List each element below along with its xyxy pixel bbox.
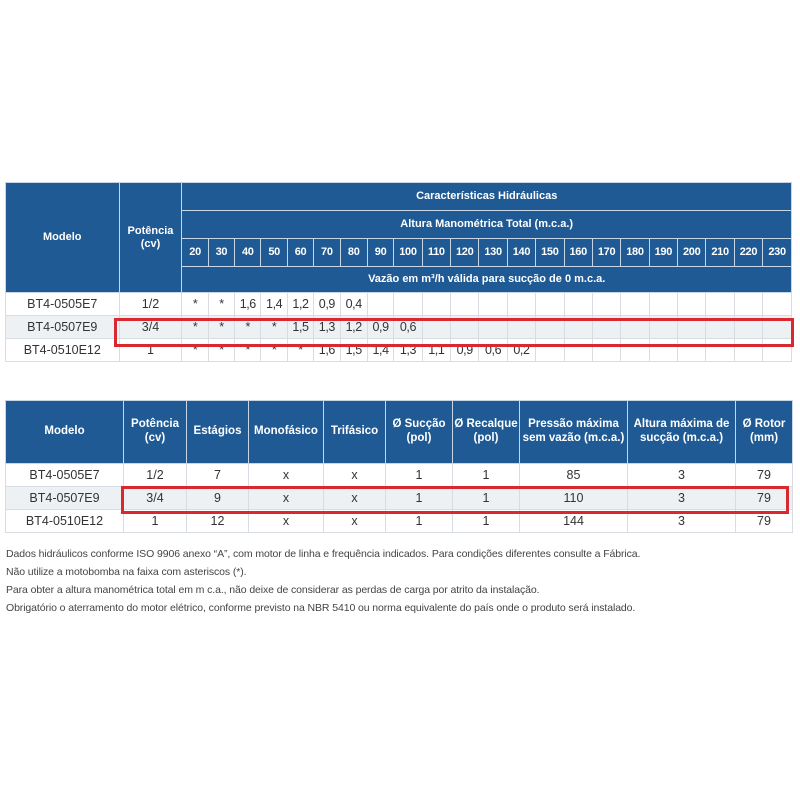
flow-value-cell: 1,4 (367, 339, 393, 362)
flow-value-cell: 0,6 (394, 316, 422, 339)
suction-height-cell: 3 (628, 510, 736, 533)
flow-value-cell: * (182, 316, 208, 339)
flow-value-cell (536, 339, 564, 362)
flow-value-cell (621, 293, 649, 316)
flow-value-cell: * (208, 339, 234, 362)
flow-value-cell: * (208, 316, 234, 339)
flow-value-cell (479, 293, 507, 316)
model-cell: BT4-0510E12 (6, 510, 124, 533)
flow-value-cell: 0,6 (479, 339, 507, 362)
flow-value-cell: 1,5 (287, 316, 313, 339)
tri-cell: x (324, 510, 386, 533)
flow-value-cell (734, 339, 762, 362)
flow-value-cell: 1,2 (287, 293, 313, 316)
flow-value-cell: 0,9 (367, 316, 393, 339)
height-col-header: 140 (507, 239, 535, 267)
flow-value-cell: 0,2 (507, 339, 535, 362)
model-cell: BT4-0505E7 (6, 293, 120, 316)
table-row (6, 293, 792, 316)
flow-value-cell: 1,6 (235, 293, 261, 316)
height-col-header: 110 (422, 239, 450, 267)
tri-cell: x (324, 464, 386, 487)
header-pressao-maxima: Pressão máxima sem vazão (m.c.a.) (520, 401, 628, 464)
header-potencia: Potência (cv) (119, 183, 182, 293)
height-col-header: 50 (261, 239, 287, 267)
flow-value-cell (763, 339, 792, 362)
flow-value-cell (422, 293, 450, 316)
flow-value-cell (592, 339, 620, 362)
height-col-header: 170 (592, 239, 620, 267)
flow-value-cell (734, 316, 762, 339)
height-col-header: 100 (394, 239, 422, 267)
power-cell: 1 (119, 339, 182, 362)
flow-value-cell: 1,1 (422, 339, 450, 362)
flow-value-cell (564, 339, 592, 362)
height-col-header: 30 (208, 239, 234, 267)
flow-value-cell (422, 316, 450, 339)
height-col-header: 80 (340, 239, 367, 267)
header-modelo: Modelo (6, 183, 120, 293)
flow-value-cell: 1,3 (314, 316, 340, 339)
flow-value-cell (649, 293, 677, 316)
header-recalque: Ø Recalque (pol) (453, 401, 520, 464)
flow-value-cell (367, 293, 393, 316)
power-cell: 3/4 (124, 487, 187, 510)
discharge-cell: 1 (453, 464, 520, 487)
flow-value-cell: 1,4 (261, 293, 287, 316)
flow-value-cell: * (182, 339, 208, 362)
flow-value-cell (706, 316, 734, 339)
height-col-header: 70 (314, 239, 340, 267)
footnotes (6, 545, 796, 617)
suction-height-cell: 3 (628, 487, 736, 510)
height-col-header: 130 (479, 239, 507, 267)
flow-value-cell (734, 293, 762, 316)
table-row (6, 464, 793, 487)
flow-value-cell (763, 293, 792, 316)
flow-value-cell: * (261, 339, 287, 362)
flow-value-cell: 0,9 (314, 293, 340, 316)
height-col-header: 120 (451, 239, 479, 267)
note-iso: Dados hidráulicos conforme ISO 9906 anexo “A”, com motor de linha e frequência indicados. Para condições diferentes consulte a Fábrica. (6, 548, 641, 560)
header-vazao: Vazão em m³/h válida para sucção de 0 m.c.a. (182, 267, 792, 293)
flow-value-cell (394, 293, 422, 316)
height-col-header: 90 (367, 239, 393, 267)
flow-value-cell (451, 293, 479, 316)
flow-value-cell: * (235, 339, 261, 362)
header-potencia: Potência (cv) (124, 401, 187, 464)
flow-value-cell: 1,5 (340, 339, 367, 362)
height-col-header: 220 (734, 239, 762, 267)
stages-cell: 7 (187, 464, 249, 487)
suction-height-cell: 3 (628, 464, 736, 487)
height-col-header: 60 (287, 239, 313, 267)
table-row (6, 487, 793, 510)
flow-value-cell (507, 316, 535, 339)
header-succao: Ø Sucção (pol) (386, 401, 453, 464)
height-col-header: 180 (621, 239, 649, 267)
flow-value-cell: 0,9 (451, 339, 479, 362)
flow-value-cell (621, 339, 649, 362)
flow-value-cell: 1,3 (394, 339, 422, 362)
flow-value-cell (621, 316, 649, 339)
flow-value-cell (678, 339, 706, 362)
flow-value-cell (592, 293, 620, 316)
discharge-cell: 1 (453, 510, 520, 533)
tri-cell: x (324, 487, 386, 510)
pressure-cell: 110 (520, 487, 628, 510)
flow-value-cell (649, 316, 677, 339)
flow-value-cell (564, 293, 592, 316)
mono-cell: x (249, 510, 324, 533)
flow-value-cell (678, 293, 706, 316)
hydraulic-characteristics-table (5, 182, 792, 362)
pressure-cell: 85 (520, 464, 628, 487)
stages-cell: 12 (187, 510, 249, 533)
table-row (6, 339, 792, 362)
header-altura-maxima-succao: Altura máxima de sucção (m.c.a.) (628, 401, 736, 464)
header-altura-manometrica: Altura Manométrica Total (m.c.a.) (182, 211, 792, 239)
flow-value-cell (592, 316, 620, 339)
note-asterisks: Não utilize a motobomba na faixa com asteriscos (*). (6, 566, 247, 578)
flow-value-cell: 1,6 (314, 339, 340, 362)
flow-value-cell (763, 316, 792, 339)
flow-value-cell: * (235, 316, 261, 339)
suction-cell: 1 (386, 487, 453, 510)
height-col-header: 210 (706, 239, 734, 267)
technical-data-table (5, 400, 793, 533)
flow-value-cell (507, 293, 535, 316)
note-grounding: Obrigatório o aterramento do motor elétrico, conforme previsto na NBR 5410 ou norma equivalente do país onde o produto será instalado. (6, 602, 636, 614)
flow-value-cell (706, 339, 734, 362)
model-cell: BT4-0507E9 (6, 316, 120, 339)
flow-value-cell (564, 316, 592, 339)
flow-value-cell (536, 293, 564, 316)
mono-cell: x (249, 487, 324, 510)
flow-value-cell: 1,2 (340, 316, 367, 339)
height-col-header: 150 (536, 239, 564, 267)
rotor-cell: 79 (736, 487, 793, 510)
suction-cell: 1 (386, 464, 453, 487)
header-estagios: Estágios (187, 401, 249, 464)
flow-value-cell: 0,4 (340, 293, 367, 316)
flow-value-cell: * (182, 293, 208, 316)
discharge-cell: 1 (453, 487, 520, 510)
mono-cell: x (249, 464, 324, 487)
flow-value-cell (649, 339, 677, 362)
flow-value-cell: * (287, 339, 313, 362)
model-cell: BT4-0507E9 (6, 487, 124, 510)
height-col-header: 40 (235, 239, 261, 267)
flow-value-cell (479, 316, 507, 339)
power-cell: 1 (124, 510, 187, 533)
table-row (6, 510, 793, 533)
power-cell: 1/2 (119, 293, 182, 316)
height-col-header: 190 (649, 239, 677, 267)
rotor-cell: 79 (736, 464, 793, 487)
header-rotor: Ø Rotor (mm) (736, 401, 793, 464)
header-caracteristicas: Características Hidráulicas (182, 183, 792, 211)
model-cell: BT4-0510E12 (6, 339, 120, 362)
note-head-loss: Para obter a altura manométrica total em m c.a., não deixe de considerar as perdas de carga por atrito da instalação. (6, 584, 540, 596)
pressure-cell: 144 (520, 510, 628, 533)
table-row (6, 316, 792, 339)
power-cell: 3/4 (119, 316, 182, 339)
flow-value-cell: * (208, 293, 234, 316)
header-modelo: Modelo (6, 401, 124, 464)
power-cell: 1/2 (124, 464, 187, 487)
header-trifasico: Trifásico (324, 401, 386, 464)
height-col-header: 200 (678, 239, 706, 267)
flow-value-cell (706, 293, 734, 316)
flow-value-cell: * (261, 316, 287, 339)
model-cell: BT4-0505E7 (6, 464, 124, 487)
height-col-header: 20 (182, 239, 208, 267)
rotor-cell: 79 (736, 510, 793, 533)
height-col-header: 230 (763, 239, 792, 267)
flow-value-cell (451, 316, 479, 339)
suction-cell: 1 (386, 510, 453, 533)
stages-cell: 9 (187, 487, 249, 510)
header-monofasico: Monofásico (249, 401, 324, 464)
height-col-header: 160 (564, 239, 592, 267)
flow-value-cell (678, 316, 706, 339)
flow-value-cell (536, 316, 564, 339)
